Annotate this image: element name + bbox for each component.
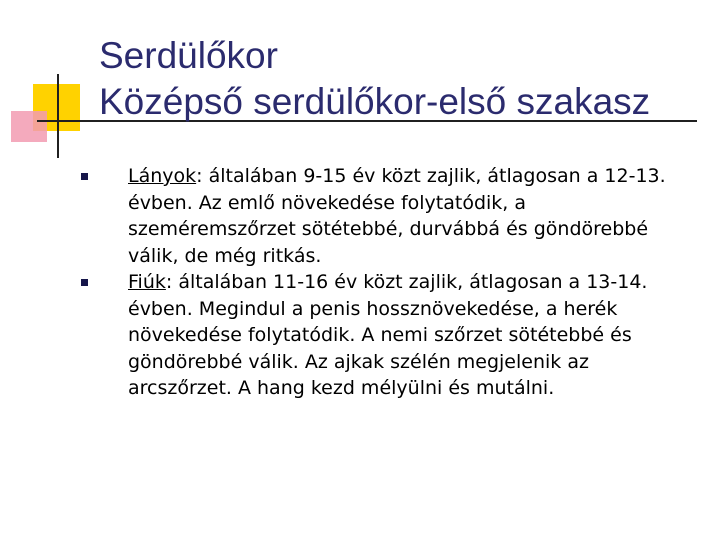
slide-title — [99, 33, 650, 125]
decorative-vertical-line — [57, 74, 59, 158]
decorative-pink-square — [11, 111, 47, 142]
bullet-text: : általában 11-16 év közt zajlik, átlagosan a 13-14. évben. Megindul a penis hossznövekedése, a herék növekedése folytatódik. A nemi szőrzet sötétebbé és göndörebbé válik. Az ajkak szélén megjelenik az arcszőrzet. A hang kezd mélyülni és mutálni. — [128, 271, 648, 399]
bullet-item-boys — [80, 269, 680, 402]
square-bullet-icon — [81, 279, 88, 286]
bullet-list — [80, 163, 680, 402]
slide-title-line-1: Serdülőkor — [99, 35, 278, 76]
bullet-term: Fiúk — [128, 271, 166, 293]
bullet-text: : általában 9-15 év közt zajlik, átlagosan a 12-13. évben. Az emlő növekedése folytatódik, a szeméremszőrzet sötétebbé, durvábbá és göndörebbé válik, de még ritkás. — [128, 165, 666, 267]
slide-title-line-2: Középső serdülőkor-első szakasz — [99, 81, 651, 122]
bullet-item-girls — [80, 163, 680, 269]
bullet-term: Lányok — [128, 165, 197, 187]
square-bullet-icon — [81, 173, 88, 180]
